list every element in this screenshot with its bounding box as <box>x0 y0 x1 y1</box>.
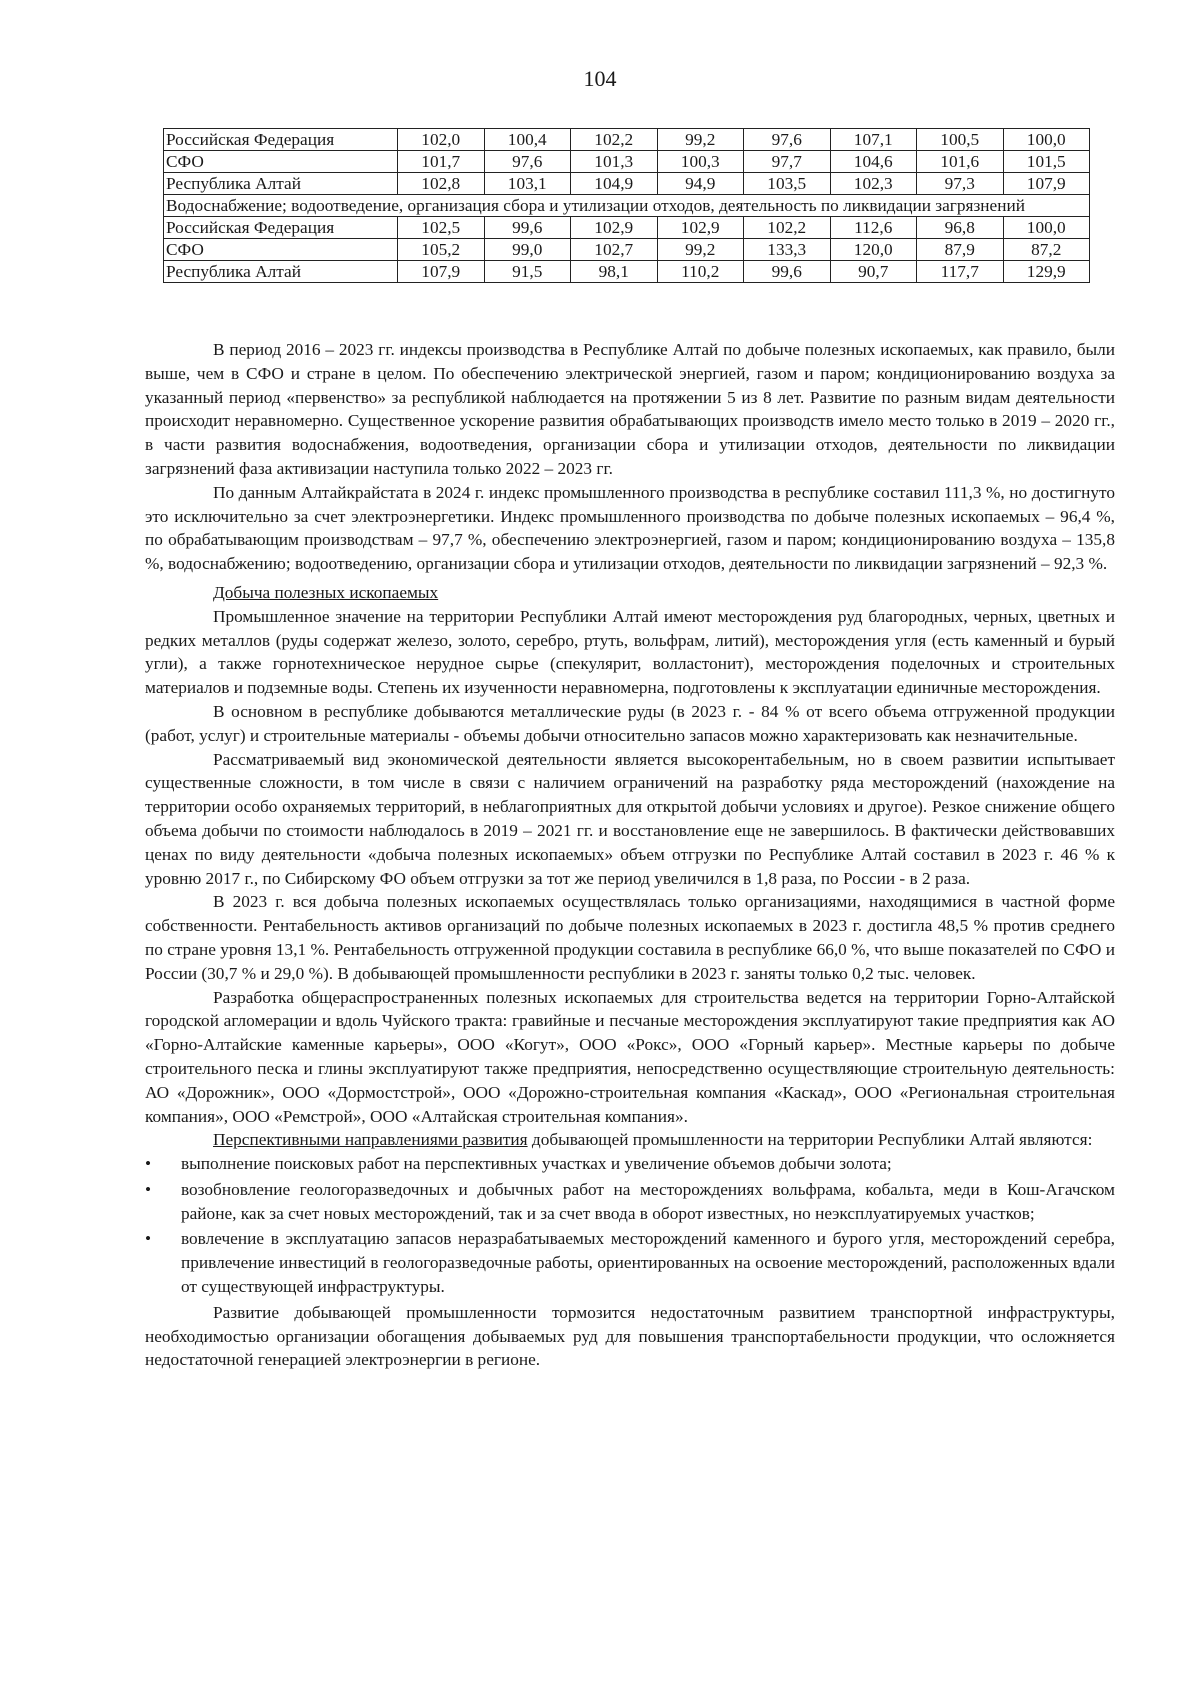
paragraph: В 2023 г. вся добыча полезных ископаемых осуществлялась только организациями, находящимися в частной форме собственности. Рентабельность активов организаций по добыче полезных ископаемых в 2023 г. достигла 48,5 % против среднего по стране уровня 13,1 %. Рентабельность отгруженной продукции составила в республике 66,0 %, что выше показателей по СФО и России (30,7 % и 29,0 %). В добывающей промышленности республики в 2023 г. заняты только 0,2 тыс. человек. <box>145 892 1115 983</box>
bullet-text: возобновление геологоразведочных и добычных работ на месторождениях вольфрама, кобальта, меди в Кош-Агачском районе, как за счет новых месторождений, так и за счет ввода в оборот известных, но неэксплуатируемых участков; <box>181 1179 1115 1223</box>
underlined-phrase: Перспективными направлениями развития <box>213 1130 528 1150</box>
table-cell: 102,2 <box>571 129 658 151</box>
paragraph: Рассматриваемый вид экономической деятельности является высокорентабельным, но в своем развитии испытывает существенные сложности, в том числе в связи с наличием ограничений на разработку ряда месторождений (нахождение на территории особо охраняемых территорий, в неблагоприятных для открытой добычи условиях и другое). Резкое снижение общего объема добычи по стоимости наблюдалось в 2019 – 2021 гг. и восстановление еще не завершилось. В фактически действовавших ценах по виду деятельности «добыча полезных ископаемых» объем отгрузки по Республике Алтай составил в 2023 г. 46 % к уровню 2017 г., по Сибирскому ФО объем отгрузки за тот же период увеличился в 1,8 раза, по России - в 2 раза. <box>145 749 1115 888</box>
table-cell: 104,9 <box>571 173 658 195</box>
table-cell: 94,9 <box>657 173 744 195</box>
bullet-text: выполнение поисковых работ на перспективных участках и увеличение объемов добычи золота; <box>181 1154 892 1174</box>
table-body <box>164 129 1090 283</box>
table-row <box>164 261 1090 283</box>
table-cell: 103,5 <box>744 173 831 195</box>
table-cell: 99,0 <box>484 239 571 261</box>
table-cell: 91,5 <box>484 261 571 283</box>
table-cell: 100,3 <box>657 151 744 173</box>
table-cell: 107,1 <box>830 129 917 151</box>
table-cell: 96,8 <box>917 217 1004 239</box>
table-cell: 117,7 <box>917 261 1004 283</box>
table-cell: 129,9 <box>1003 261 1090 283</box>
table-cell: 104,6 <box>830 151 917 173</box>
table-cell: 99,2 <box>657 239 744 261</box>
table-cell: 107,9 <box>1003 173 1090 195</box>
table-cell: 101,6 <box>917 151 1004 173</box>
production-index-table <box>163 128 1090 283</box>
table-cell: 102,2 <box>744 217 831 239</box>
section-heading-text: Добыча полезных ископаемых <box>213 582 439 602</box>
table-cell: 87,9 <box>917 239 1004 261</box>
bullet-item <box>145 1178 1115 1226</box>
table-cell: 103,1 <box>484 173 571 195</box>
table-cell: 105,2 <box>398 239 485 261</box>
table-row-label: СФО <box>164 239 398 261</box>
table-cell: 101,7 <box>398 151 485 173</box>
table-cell: 97,6 <box>744 129 831 151</box>
table-cell: 100,0 <box>1003 217 1090 239</box>
table-cell: 102,9 <box>657 217 744 239</box>
table-cell: 107,9 <box>398 261 485 283</box>
table-row-label: СФО <box>164 151 398 173</box>
table-row-label: Республика Алтай <box>164 173 398 195</box>
table-cell: 100,5 <box>917 129 1004 151</box>
table-section-row <box>164 195 1090 217</box>
table-row-label: Российская Федерация <box>164 129 398 151</box>
table-row-label: Республика Алтай <box>164 261 398 283</box>
paragraph: Промышленное значение на территории Республики Алтай имеют месторождения руд благородных, черных, цветных и редких металлов (руды содержат железо, золото, серебро, ртуть, вольфрам, литий), месторождения угля (есть каменный и бурый угли), а также горнотехническое нерудное сырье (спекулярит, волластонит), месторождения поделочных и строительных материалов и подземные воды. Степень их изученности неравномерна, подготовлены к эксплуатации единичные месторождения. <box>145 606 1115 698</box>
body-text <box>145 338 1115 1372</box>
table-cell: 90,7 <box>830 261 917 283</box>
section-heading <box>145 581 1115 605</box>
table-cell: 133,3 <box>744 239 831 261</box>
table-row <box>164 239 1090 261</box>
table-cell: 101,3 <box>571 151 658 173</box>
table-cell: 110,2 <box>657 261 744 283</box>
bullet-text: вовлечение в эксплуатацию запасов неразрабатываемых месторождений каменного и бурого угля, месторождений серебра, привлечение инвестиций в геологоразведочные работы, ориентированных на освоение месторождений, расположенных вдали от существующей инфраструктуры. <box>181 1229 1115 1297</box>
table-row <box>164 173 1090 195</box>
table-cell: 112,6 <box>830 217 917 239</box>
table-cell: 102,8 <box>398 173 485 195</box>
table-cell: 102,3 <box>830 173 917 195</box>
paragraph: В основном в республике добываются металлические руды (в 2023 г. - 84 % от всего объема отгруженной продукции (работ, услуг) и строительные материалы - объемы добычи относительно запасов можно характеризовать как незначительные. <box>145 701 1115 745</box>
table-cell: 98,1 <box>571 261 658 283</box>
paragraph: Разработка общераспространенных полезных ископаемых для строительства ведется на территории Горно-Алтайской городской агломерации и вдоль Чуйского тракта: гравийные и песчаные месторождения эксплуатируют такие предприятия как АО «Горно-Алтайские каменные карьеры», ООО «Когут», ООО «Рокс», ООО «Горный карьер». Местные карьеры по добыче строительного песка и глины эксплуатируют также предприятия, непосредственно осуществляющие строительную деятельность: АО «Дорожник», ООО «Дормостстрой», ООО «Дорожно-строительная компания «Каскад», ООО «Региональная строительная компания», ООО «Ремстрой», ООО «Алтайская строительная компания». <box>145 987 1115 1126</box>
paragraph: Развитие добывающей промышленности тормозится недостаточным развитием транспортной инфраструктуры, необходимостью организации обогащения добываемых руд для повышения транспортабельности продукции, что осложняется недостаточной генерацией электроэнергии в регионе. <box>145 1302 1115 1370</box>
table-cell: 97,6 <box>484 151 571 173</box>
paragraph <box>145 1128 1115 1152</box>
table-section-label: Водоснабжение; водоотведение, организация сбора и утилизации отходов, деятельность по ликвидации загрязнений <box>164 195 1090 217</box>
table-row <box>164 217 1090 239</box>
paragraph-rest: добывающей промышленности на территории Республики Алтай являются: <box>527 1130 1093 1150</box>
table-row-label: Российская Федерация <box>164 217 398 239</box>
table-cell: 99,6 <box>744 261 831 283</box>
bullet-item <box>145 1152 1115 1176</box>
page-number: 104 <box>583 66 617 91</box>
table-cell: 99,2 <box>657 129 744 151</box>
table-cell: 120,0 <box>830 239 917 261</box>
table-cell: 97,7 <box>744 151 831 173</box>
bullet-list <box>145 1152 1115 1299</box>
table-row <box>164 151 1090 173</box>
paragraph: В период 2016 – 2023 гг. индексы производства в Республике Алтай по добыче полезных ископаемых, как правило, были выше, чем в СФО и стране в целом. По обеспечению электрической энергией, газом и паром; кондиционированию воздуха за указанный период «первенство» за республикой наблюдается на протяжении 5 из 8 лет. Развитие по разным видам деятельности происходит неравномерно. Существенное ускорение развития обрабатывающих производств имело место только в 2019 – 2020 гг., в части развития водоснабжения, водоотведения, организации сбора и утилизации отходов, деятельности по ликвидации загрязнений фаза активизации наступила только 2022 – 2023 гг. <box>145 340 1115 478</box>
table-cell: 100,4 <box>484 129 571 151</box>
table-row <box>164 129 1090 151</box>
table-cell: 102,5 <box>398 217 485 239</box>
table-cell: 101,5 <box>1003 151 1090 173</box>
table-cell: 97,3 <box>917 173 1004 195</box>
bullet-marker: • <box>145 1179 152 1199</box>
bullet-item <box>145 1227 1115 1298</box>
bullet-marker: • <box>145 1154 152 1174</box>
table-cell: 102,0 <box>398 129 485 151</box>
table-cell: 99,6 <box>484 217 571 239</box>
table-cell: 100,0 <box>1003 129 1090 151</box>
table-cell: 102,7 <box>571 239 658 261</box>
paragraph: По данным Алтайкрайстата в 2024 г. индекс промышленного производства в республике составил 111,3 %, но достигнуто это исключительно за счет электроэнергетики. Индекс промышленного производства по добыче полезных ископаемых – 96,4 %, по обрабатывающим производствам – 97,7 %, обеспечению электроэнергией, газом и паром; кондиционированию воздуха – 135,8 %, водоснабжению; водоотведению, организации сбора и утилизации отходов, деятельности по ликвидации загрязнений – 92,3 %. <box>145 482 1115 574</box>
bullet-marker: • <box>145 1229 152 1249</box>
table-cell: 87,2 <box>1003 239 1090 261</box>
table-cell: 102,9 <box>571 217 658 239</box>
